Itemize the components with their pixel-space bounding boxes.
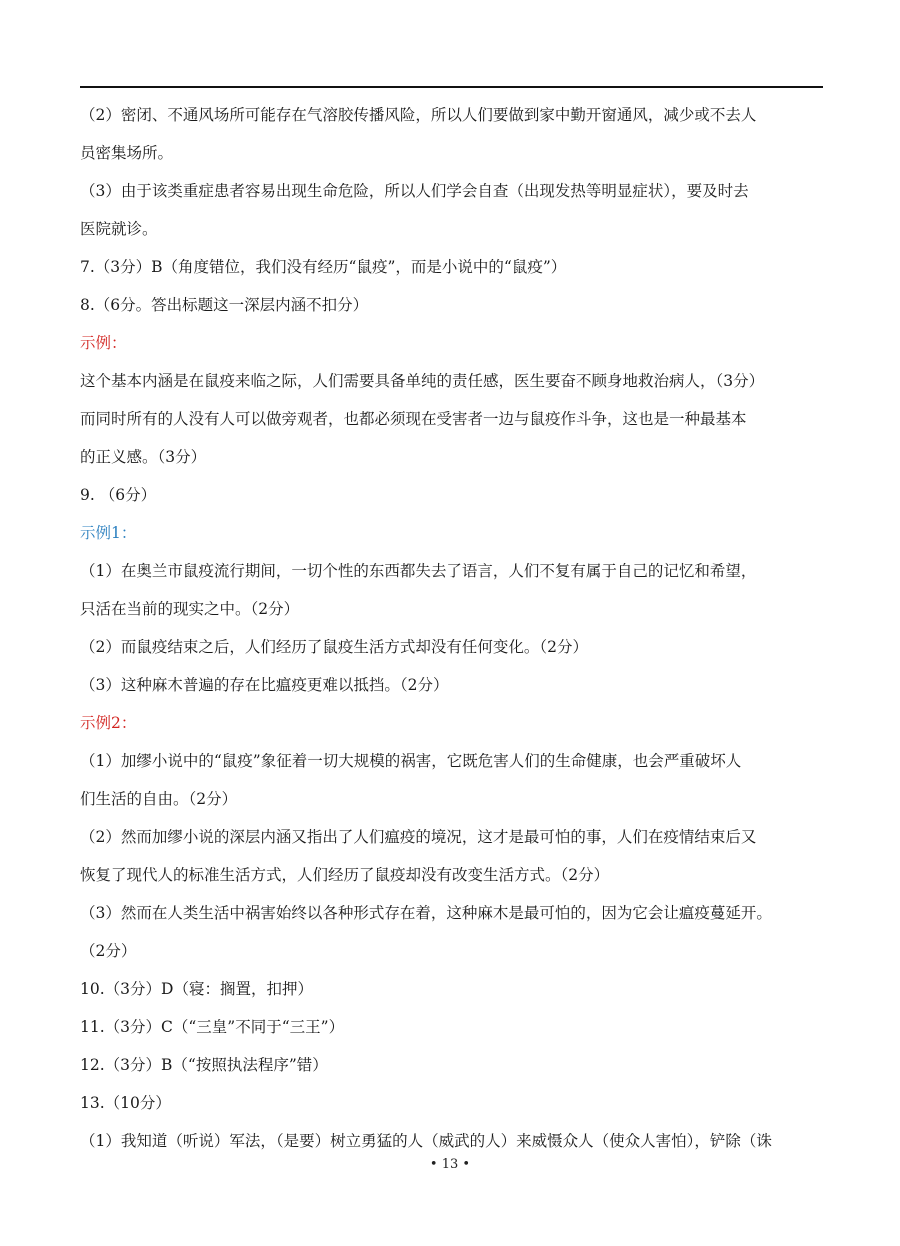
answer-line: （3）由于该类重症患者容易出现生命危险，所以人们学会自查（出现发热等明显症状），要及时去: [80, 182, 749, 200]
answer-line: 的正义感。（3分）: [80, 448, 207, 466]
answer-line: （3）这种麻木普遍的存在比瘟疫更难以抵挡。（2分）: [80, 676, 449, 694]
answer-line: （2）然而加缪小说的深层内涵又指出了人们瘟疫的境况，这才是最可怕的事，人们在疫情结束后又: [80, 828, 757, 846]
document-body: [80, 96, 823, 1160]
question-8-answer: 8.（6分。答出标题这一深层内涵不扣分）: [80, 296, 369, 314]
header-rule: [80, 86, 823, 88]
answer-line: （1）在奥兰市鼠疫流行期间，一切个性的东西都失去了语言，人们不复有属于自己的记忆和希望，: [80, 562, 757, 580]
example-2-label: 示例2：: [80, 714, 137, 732]
answer-line: 员密集场所。: [80, 144, 174, 162]
answer-line: 只活在当前的现实之中。（2分）: [80, 600, 300, 618]
answer-line: （1）加缪小说中的“鼠疫”象征着一切大规模的祸害，它既危害人们的生命健康，也会严重破坏人: [80, 752, 742, 770]
answer-line: （2）密闭、不通风场所可能存在气溶胶传播风险，所以人们要做到家中勤开窗通风，减少或不去人: [80, 106, 757, 124]
question-13-answer: 13.（10分）: [80, 1094, 171, 1112]
question-9-answer: 9. （6分）: [80, 486, 157, 504]
answer-line: 这个基本内涵是在鼠疫来临之际，人们需要具备单纯的责任感，医生要奋不顾身地救治病人，（3分）: [80, 372, 765, 390]
answer-line: 医院就诊。: [80, 220, 158, 238]
question-12-answer: 12.（3分）B（“按照执法程序”错）: [80, 1056, 328, 1074]
answer-line: 恢复了现代人的标准生活方式，人们经历了鼠疫却没有改变生活方式。（2分）: [80, 866, 610, 884]
example-label: 示例：: [80, 334, 127, 352]
answer-line: （2）而鼠疫结束之后，人们经历了鼠疫生活方式却没有任何变化。（2分）: [80, 638, 588, 656]
answer-line: 们生活的自由。（2分）: [80, 790, 238, 808]
answer-line: （2分）: [80, 942, 137, 960]
question-10-answer: 10.（3分）D（寝：搁置，扣押）: [80, 980, 313, 998]
page-number: • 13 •: [429, 1157, 471, 1172]
answer-line: （3）然而在人类生活中祸害始终以各种形式存在着，这种麻木是最可怕的，因为它会让瘟疫蔓延开。: [80, 904, 772, 922]
answer-line: （1）我知道（听说）军法，（是要）树立勇猛的人（威武的人）来威慑众人（使众人害怕），铲除（诛: [80, 1132, 772, 1150]
answer-line: 而同时所有的人没有人可以做旁观者，也都必须现在受害者一边与鼠疫作斗争，这也是一种最基本: [80, 410, 747, 428]
question-11-answer: 11.（3分）C（“三皇”不同于“三王”）: [80, 1018, 345, 1036]
question-7-answer: 7.（3分）B（角度错位，我们没有经历“鼠疫”，而是小说中的“鼠疫”）: [80, 258, 567, 276]
example-1-label: 示例1：: [80, 524, 137, 542]
